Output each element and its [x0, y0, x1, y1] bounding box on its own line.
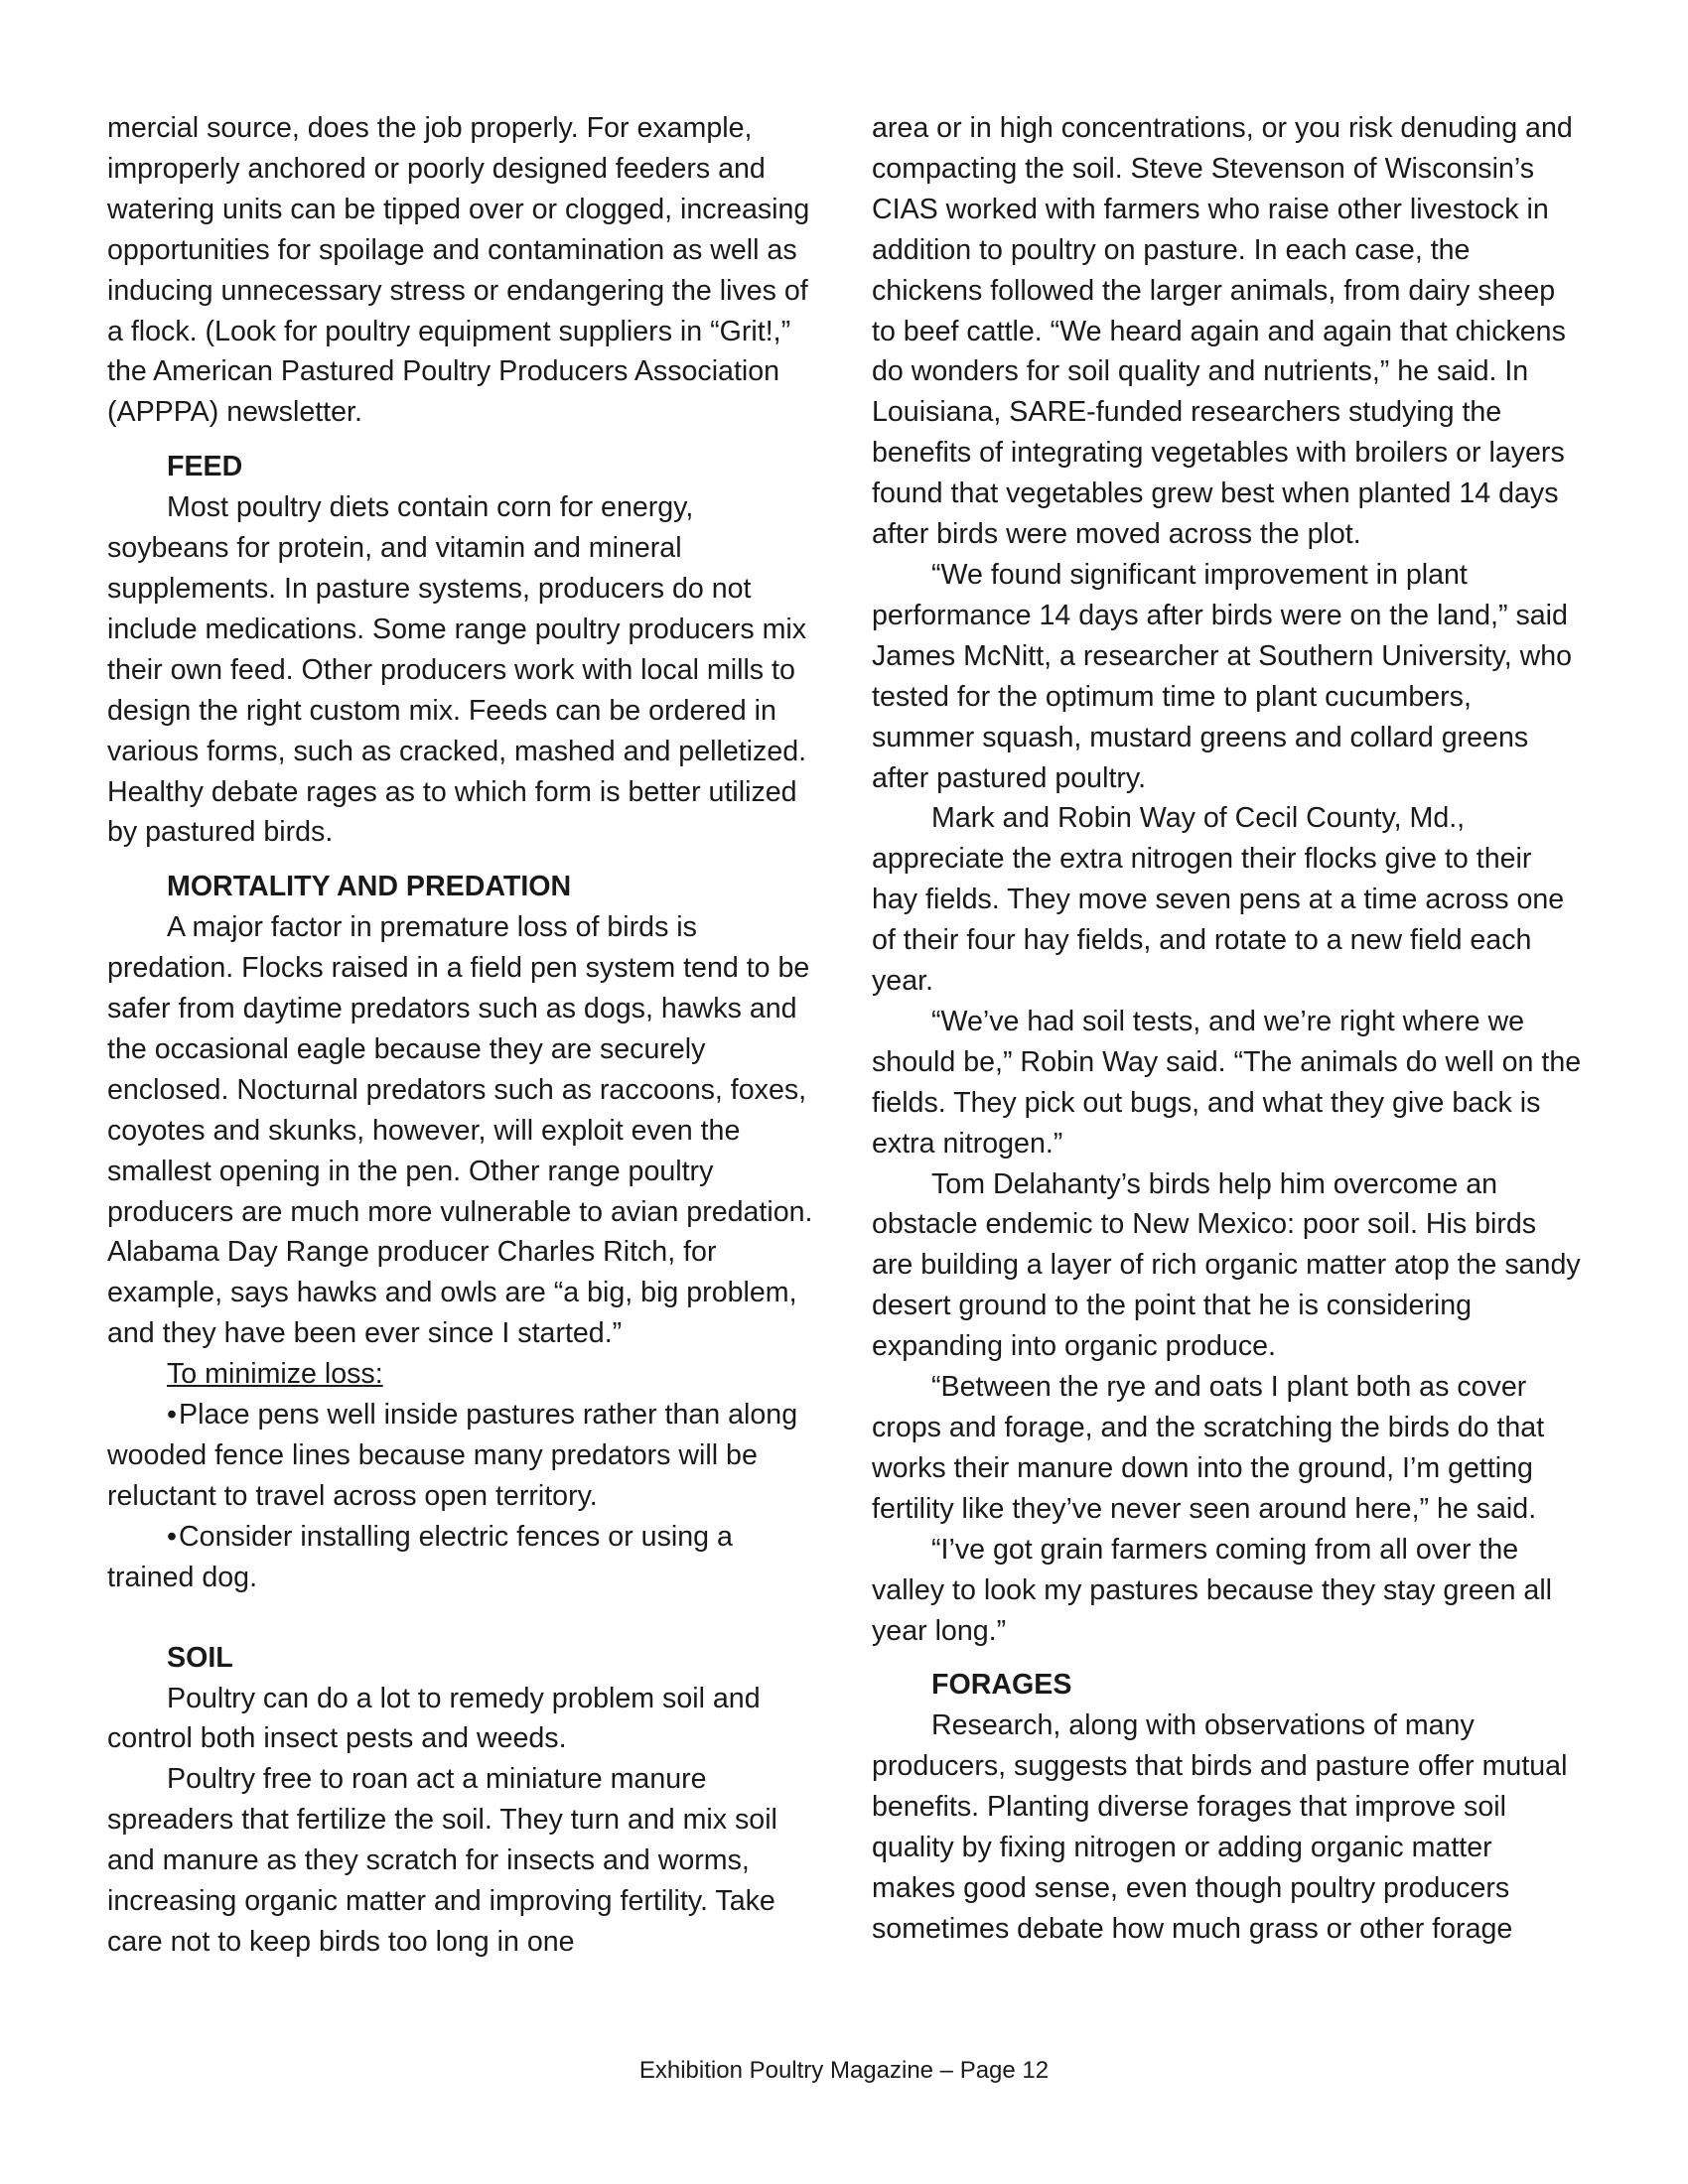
feed-heading: FEED [167, 451, 243, 483]
way-quote-paragraph: “We’ve had soil tests, and we’re right where we should be,” Robin Way said. “The animals do well on the fields. They pick out bugs, and what they give back is extra nitrogen.” [872, 1005, 1582, 1160]
minimize-loss-label: To minimize loss: [167, 1358, 383, 1391]
mcnitt-quote-paragraph: “We found significant improvement in plant performance 14 days after birds were on the land,” said James McNitt, a researcher at Southern University, who tested for the optimum time to plant cucumbers, summer squash, mustard greens and collard greens after pastured poultry. [872, 558, 1573, 794]
soil-paragraph-2: Poultry free to roan act a miniature manure spreaders that fertilize the soil. They turn and mix soil and manure as they scratch for insects and worms, increasing organic matter and improving fertility. Take care not to keep birds too long in one [107, 1763, 777, 1958]
soil-continued-paragraph: area or in high concentrations, or you risk denuding and compacting the soil. Steve Stevenson of Wisconsin’s CIAS worked with farmers who raise other livestock in addition to poultry on pasture. In each case, the chickens followed the larger animals, from dairy sheep to beef cattle. “We heard again and again that chickens do wonders for soil quality and nutrients,” he said. In Louisiana, SARE-funded researchers studying the benefits of integrating vegetables with broilers or layers found that vegetables grew best when planted 14 days after birds were moved across the plot. [872, 112, 1573, 551]
bullet-icon: • [167, 1399, 178, 1432]
bullet-text: Consider installing electric fences or using a trained dog. [107, 1520, 733, 1593]
right-column [872, 108, 1582, 1950]
bullet-icon: • [167, 1520, 178, 1553]
bullet-item-fences [107, 1517, 817, 1598]
left-column [107, 108, 817, 1963]
bullet-text: Place pens well inside pastures rather than along wooded fence lines because many predators will be reluctant to travel across open territory. [107, 1399, 798, 1512]
rye-quote-paragraph: “Between the rye and oats I plant both as cover crops and forage, and the scratching the birds do that works their manure down into the ground, I’m getting fertility like they’ve never seen around here,” he said. [872, 1371, 1545, 1525]
mortality-paragraph: A major factor in premature loss of birds is predation. Flocks raised in a field pen system tend to be safer from daytime predators such as dogs, hawks and the occasional eagle because they are securely enclosed. Nocturnal predators such as raccoons, foxes, coyotes and skunks, however, will exploit even the smallest opening in the pen. Other range poultry producers are much more vulnerable to avian predation. Alabama Day Range producer Charles Ritch, for example, says hawks and owls are “a big, big problem, and they have been ever since I started.” [107, 911, 813, 1350]
feed-paragraph: Most poultry diets contain corn for energy, soybeans for protein, and vitamin and mineral supplements. In pasture systems, producers do not include medications. Some range poultry producers mix their own feed. Other producers work with local mills to design the right custom mix. Feeds can be ordered in various forms, such as cracked, mashed and pelletized. Healthy debate rages as to which form is better utilized by pastured birds. [107, 491, 807, 849]
grain-quote-paragraph: “I’ve got grain farmers coming from all over the valley to look my pastures because they stay green all year long.” [872, 1533, 1553, 1647]
way-paragraph: Mark and Robin Way of Cecil County, Md., appreciate the extra nitrogen their flocks give to their hay fields. They move seven pens at a time across one of their four hay fields, and rotate to a new field each year. [872, 802, 1565, 998]
soil-paragraph-1: Poultry can do a lot to remedy problem soil and control both insect pests and weeds. [107, 1682, 761, 1755]
intro-paragraph: mercial source, does the job properly. For example, improperly anchored or poorly designed feeders and watering units can be tipped over or clogged, increasing opportunities for spoilage and contamination as well as inducing unnecessary stress or endangering the lives of a flock. (Look for poultry equipment suppliers in “Grit!,” the American Pastured Poultry Producers Association (APPPA) newsletter. [107, 112, 810, 429]
bullet-item-pens [107, 1395, 817, 1517]
forages-heading: FORAGES [931, 1669, 1072, 1702]
mortality-heading: MORTALITY AND PREDATION [167, 871, 572, 903]
forages-paragraph: Research, along with observations of many producers, suggests that birds and pasture offer mutual benefits. Planting diverse forages that improve soil quality by fixing nitrogen or adding organic matter makes good sense, even though poultry producers sometimes debate how much grass or other forage [872, 1709, 1568, 1945]
soil-heading: SOIL [167, 1641, 233, 1674]
page-footer: Exhibition Poultry Magazine – Page 12 [638, 2057, 1050, 2084]
delahanty-paragraph: Tom Delahanty’s birds help him overcome an obstacle endemic to New Mexico: poor soil. His birds are building a layer of rich organic matter atop the sandy desert ground to the point that he is considering expanding into organic produce. [872, 1167, 1581, 1363]
